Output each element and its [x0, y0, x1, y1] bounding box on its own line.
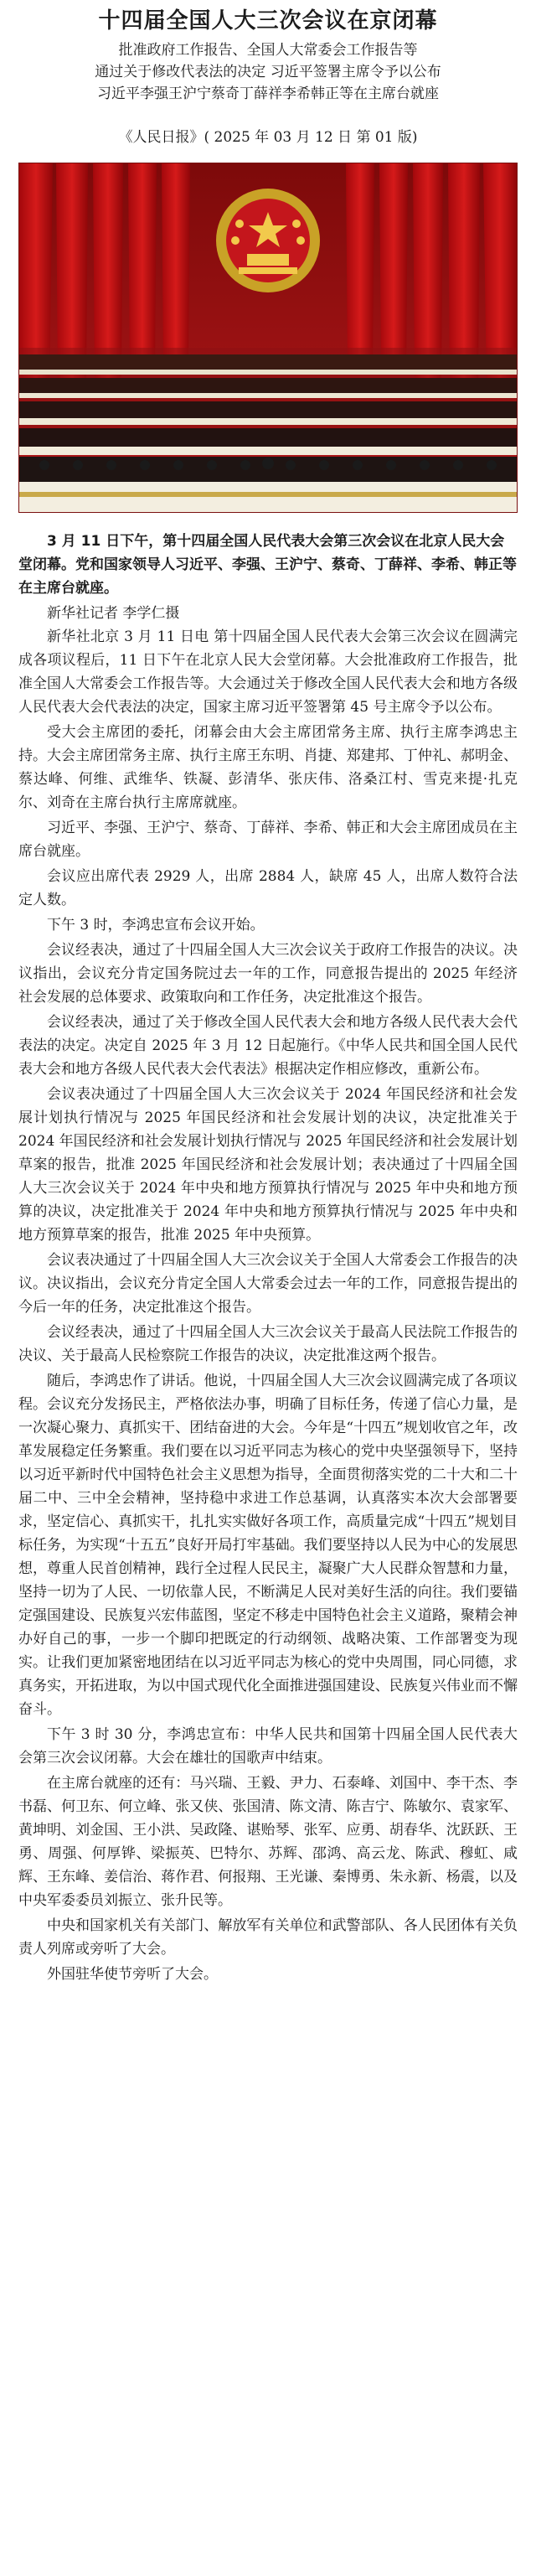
paragraph-deputies-law: 会议经表决，通过了关于修改全国人民代表大会和地方各级人民代表大会代表法的决定。决定自 2025 年 3 月 12 日起施行。《中华人民共和国全国人民代表大会和地方各级人民代表大会代表法》根据决定作相应修改，重新公布。 — [18, 1014, 518, 1078]
paragraph-meeting-start: 下午 3 时，李鸿忠宣布会议开始。 — [47, 917, 265, 934]
photo-byline: 新华社记者 李学仁摄 — [47, 605, 180, 622]
paragraph-opening: 新华社北京 3 月 11 日电 第十四届全国人民代表大会第三次会议在圆满完成各项议程后，11 日下午在北京人民大会堂闭幕。大会批准政府工作报告，批准全国人大常委会工作报告等。大会通过关于修改全国人民代表大会和地方各级人民代表大会代表法的决定，国家主席习近平签署第 45 号主席令予以公布。 — [18, 628, 518, 716]
paragraph-diplomats: 外国驻华使节旁听了大会。 — [47, 1966, 218, 1983]
paragraph-speech: 随后，李鸿忠作了讲话。他说，十四届全国人大三次会议圆满完成了各项议程。会议充分发扬民主，严格依法办事，明确了目标任务，传递了信心力量，是一次凝心聚力、真抓实干、团结奋进的大会。今年是“十四五”规划收官之年，改革发展稳定任务繁重。我们要在以习近平同志为核心的党中央坚强领导下，坚持以习近平新时代中国特色社会主义思想为指导，全面贯彻落实党的二十大和二十届二中、三中全会精神，坚持稳中求进工作总基调，认真落实本次大会部署要求，坚定信心、真抓实干，扎扎实实做好各项工作，高质量完成“十四五”规划目标任务，为实现“十五五”良好开局打牢基础。我们要坚持以人民为中心的发展思想，尊重人民首创精神，践行全过程人民民主，凝聚广大人民群众智慧和力量，坚持一切为了人民、一切依靠人民，不断满足人民对美好生活的向往。我们要锚定强国建设、民族复兴宏伟蓝图，坚定不移走中国特色社会主义道路，聚精会神办好自己的事，一步一个脚印把既定的行动纲领、战略决策、工作部署变为现实。让我们更加紧密地团结在以习近平同志为核心的党中央周围，同心同德，求真务实，开拓进取，为以中国式现代化全面推进强国建设、民族复兴伟业而不懈奋斗。 — [18, 1373, 518, 1718]
paragraph-standing-committee: 会议表决通过了十四届全国人大三次会议关于全国人大常委会工作报告的决议。决议指出，会议充分肯定全国人大常委会过去一年的工作，同意报告提出的今后一年的任务，决定批准这个报告。 — [18, 1252, 518, 1316]
paragraph-rostrum-list: 在主席台就座的还有：马兴瑞、王毅、尹力、石泰峰、刘国中、李干杰、李书磊、何卫东、何立峰、张又侠、张国清、陈文清、陈吉宁、陈敏尔、袁家军、黄坤明、刘金国、王小洪、吴政隆、谌贻琴、张军、应勇、胡春华、沈跃跃、王勇、周强、何厚铧、梁振英、巴特尔、苏辉、邵鸿、高云龙、陈武、穆虹、咸辉、王东峰、姜信治、蒋作君、何报翔、王光谦、秦博勇、朱永新、杨震，以及中央军委委员刘振立、张升民等。 — [18, 1775, 518, 1909]
paragraph-closing: 下午 3 时 30 分，李鸿忠宣布：中华人民共和国第十四届全国人民代表大会第三次会议闭幕。大会在雄壮的国歌声中结束。 — [18, 1726, 518, 1766]
paragraph-attendees: 中央和国家机关有关部门、解放军有关单位和武警部队、各人民团体有关负责人列席或旁听了大会。 — [18, 1917, 518, 1958]
subtitle-line-1: 批准政府工作报告、全国人大常委会工作报告等 — [118, 42, 418, 59]
assembly-hall-photo — [18, 163, 518, 513]
paragraph-leaders: 习近平、李强、王沪宁、蔡奇、丁薛祥、李希、韩正和大会主席团成员在主席台就座。 — [18, 820, 518, 860]
article-title: 十四届全国人大三次会议在京闭幕 — [98, 8, 438, 34]
national-emblem-icon — [216, 189, 320, 292]
subtitle-line-3: 习近平李强王沪宁蔡奇丁薛祥李希韩正等在主席台就座 — [97, 85, 439, 102]
article — [0, 3, 536, 1986]
subtitle-line-2: 通过关于修改代表法的决定 习近平签署主席令予以公布 — [95, 64, 441, 80]
source-line: 《人民日报》( 2025 年 03 月 12 日 第 01 版) — [118, 129, 418, 146]
paragraph-attendance: 会议应出席代表 2929 人，出席 2884 人，缺席 45 人，出席人数符合法定人数。 — [18, 868, 518, 908]
paragraph-plan-budget: 会议表决通过了十四届全国人大三次会议关于 2024 年国民经济和社会发展计划执行情况与 2025 年国民经济和社会发展计划的决议，决定批准关于 2024 年国民经济和社会发展计划执行情况与 2025 年国民经济和社会发展计划草案的报告，批准 2025 年国民经济和社会发展计划；表决通过了十四届全国人大三次会议关于 2024 年中央和地方预算执行情况与 2025 年中央和地方预算的决议，决定批准关于 2024 年中央和地方预算执行情况与 2025 年中央和地方预算草案的报告，批准 2025 年中央预算。 — [18, 1086, 518, 1244]
paragraph-government-report: 会议经表决，通过了十四届全国人大三次会议关于政府工作报告的决议。决议指出，会议充分肯定国务院过去一年的工作，同意报告提出的 2025 年经济社会发展的总体要求、政策取向和工作任务，决定批准这个报告。 — [18, 942, 518, 1006]
seated-officials-rows — [19, 354, 517, 455]
paragraph-presidium: 受大会主席团的委托，闭幕会由大会主席团常务主席、执行主席李鸿忠主持。大会主席团常务主席、执行主席王东明、肖捷、郑建邦、丁仲礼、郝明金、蔡达峰、何维、武维华、铁凝、彭清华、张庆伟、洛桑江村、雪克来提·扎克尔、刘奇在主席台执行主席席就座。 — [18, 724, 518, 811]
paragraph-court-procuratorate: 会议经表决，通过了十四届全国人大三次会议关于最高人民法院工作报告的决议、关于最高人民检察院工作报告的决议，决定批准这两个报告。 — [18, 1324, 518, 1364]
photo-caption: 3 月 11 日下午，第十四届全国人民代表大会第三次会议在北京人民大会堂闭幕。党和国家领导人习近平、李强、王沪宁、蔡奇、丁薛祥、李希、韩正等在主席台就座。 — [18, 533, 517, 597]
